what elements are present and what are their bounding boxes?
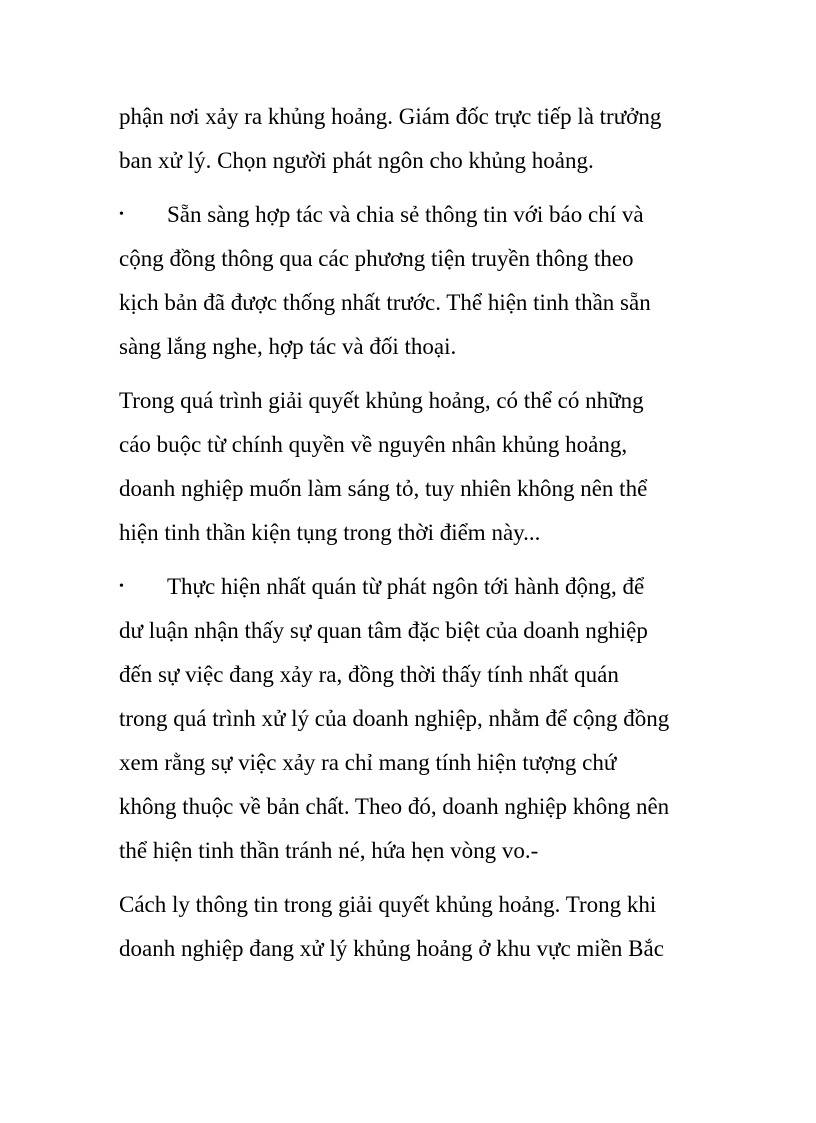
text-line: Cách ly thông tin trong giải quyết khủng hoảng. Trong khi xyxy=(119,892,657,917)
text-line: trong quá trình xử lý của doanh nghiệp, nhằm để cộng đồng xyxy=(119,706,670,731)
text-line: kịch bản đã được thống nhất trước. Thể hiện tinh thần sẵn xyxy=(119,290,651,315)
text-line: ban xử lý. Chọn người phát ngôn cho khủng hoảng. xyxy=(119,148,594,173)
paragraph-1 xyxy=(119,95,709,183)
bullet-icon: • xyxy=(119,207,124,222)
document-body xyxy=(119,95,709,971)
text-line: cáo buộc từ chính quyền về nguyên nhân khủng hoảng, xyxy=(119,432,628,457)
text-line: doanh nghiệp đang xử lý khủng hoảng ở khu vực miền Bắc xyxy=(119,936,664,961)
bullet-item-1 xyxy=(119,193,709,369)
text-line: Trong quá trình giải quyết khủng hoảng, có thể có những xyxy=(119,388,644,413)
text-line: sàng lắng nghe, hợp tác và đối thoại. xyxy=(119,334,457,359)
text-line: không thuộc về bản chất. Theo đó, doanh nghiệp không nên xyxy=(119,794,670,819)
text-line: dư luận nhận thấy sự quan tâm đặc biệt của doanh nghiệp xyxy=(119,618,648,643)
text-line: phận nơi xảy ra khủng hoảng. Giám đốc trực tiếp là trưởng xyxy=(119,104,662,129)
text-line: thể hiện tinh thần tránh né, hứa hẹn vòng vo.- xyxy=(119,838,539,863)
bullet-item-2 xyxy=(119,565,709,873)
paragraph-3 xyxy=(119,883,709,971)
text-line: xem rằng sự việc xảy ra chỉ mang tính hiện tượng chứ xyxy=(119,750,617,775)
text-line: hiện tinh thần kiện tụng trong thời điểm này... xyxy=(119,520,541,545)
text-line: đến sự việc đang xảy ra, đồng thời thấy tính nhất quán xyxy=(119,662,619,687)
text-line: doanh nghiệp muốn làm sáng tỏ, tuy nhiên không nên thể xyxy=(119,476,648,501)
paragraph-2 xyxy=(119,379,709,555)
text-line: Thực hiện nhất quán từ phát ngôn tới hành động, để xyxy=(167,574,645,599)
text-line: Sẵn sàng hợp tác và chia sẻ thông tin với báo chí và xyxy=(167,202,644,227)
bullet-icon: • xyxy=(119,579,124,594)
text-line: cộng đồng thông qua các phương tiện truyền thông theo xyxy=(119,246,634,271)
